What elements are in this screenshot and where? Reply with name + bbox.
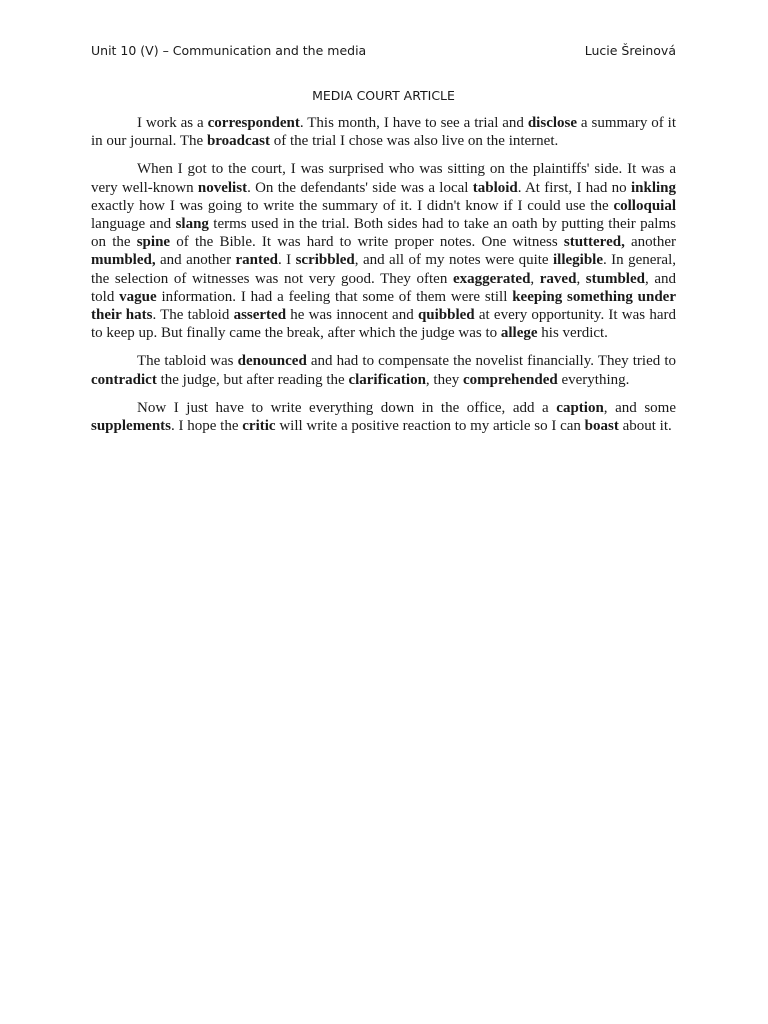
header-course-title: Unit 10 (V) – Communication and the media	[91, 43, 367, 58]
vocabulary-term: mumbled,	[91, 252, 156, 269]
paragraph-text: information. I had a feeling that some of them were still	[156, 288, 513, 305]
paragraph-text: . In general, the selection of witnesses was not very good. They often	[91, 252, 676, 287]
page-header	[91, 42, 676, 62]
article-paragraph	[91, 160, 676, 342]
paragraph-text: will write a positive reaction to my article so I can	[275, 418, 585, 435]
paragraph-text: exactly how I was going to write the summary of it. I didn't know if I could use the	[91, 197, 614, 214]
vocabulary-term: spine	[136, 234, 171, 251]
paragraph-text: and had to compensate the novelist financially. They tried to	[306, 353, 676, 370]
paragraph-text: ,	[530, 270, 540, 287]
paragraph-text: about it.	[618, 418, 672, 435]
vocabulary-term: critic	[242, 418, 276, 435]
header-author: Lucie Šreinová	[584, 43, 676, 58]
vocabulary-term: asserted	[233, 307, 287, 324]
paragraph-text: , and told	[91, 270, 676, 305]
vocabulary-term: illegible	[553, 252, 604, 269]
vocabulary-term: boast	[584, 418, 619, 435]
paragraph-text: everything.	[557, 371, 630, 388]
vocabulary-term: inkling	[630, 179, 676, 196]
paragraph-text: Now I just have to write everything down in the office, add a	[137, 399, 557, 416]
paragraph-text: . I hope the	[171, 418, 243, 435]
article-paragraph	[91, 399, 676, 435]
vocabulary-term: caption	[556, 399, 604, 416]
paragraph-text: he was innocent and	[286, 307, 418, 324]
vocabulary-term: novelist	[197, 179, 248, 196]
vocabulary-term: slang	[175, 216, 209, 233]
article-body	[91, 114, 676, 445]
paragraph-text: the judge, but after reading the	[156, 371, 349, 388]
vocabulary-term: stumbled	[585, 270, 645, 287]
vocabulary-term: contradict	[91, 371, 157, 388]
paragraph-text: his verdict.	[537, 325, 608, 342]
paragraph-text: , they	[425, 371, 463, 388]
vocabulary-term: supplements	[91, 418, 172, 435]
vocabulary-term: quibbled	[417, 307, 475, 324]
vocabulary-term: raved	[539, 270, 577, 287]
vocabulary-term: broadcast	[206, 133, 271, 150]
paragraph-text: . The tabloid	[152, 307, 234, 324]
paragraph-text: , and some	[603, 399, 677, 416]
paragraph-text: another	[624, 234, 677, 251]
paragraph-text: . On the defendants' side was a local	[247, 179, 473, 196]
paragraph-text: , and all of my notes were quite	[354, 252, 554, 269]
vocabulary-term: disclose	[527, 115, 578, 131]
vocabulary-term: denounced	[237, 353, 307, 370]
paragraph-text: I work as a	[137, 115, 208, 131]
paragraph-text: language and	[91, 216, 176, 233]
vocabulary-term: clarification	[348, 371, 426, 388]
vocabulary-term: correspondent	[207, 115, 300, 131]
paragraph-text: of the Bible. It was hard to write proper notes. One witness	[170, 234, 564, 251]
paragraph-text: When I got to the court, I was surprised who was sitting on the plaintiffs' side. It was a very well-known	[91, 161, 676, 196]
vocabulary-term: keeping something under their hats	[91, 288, 676, 324]
paragraph-text: . I	[278, 252, 296, 269]
vocabulary-term: ranted	[235, 252, 278, 269]
paragraph-text: at every opportunity. It was hard to keep up. But finally came the break, after which the judge was to	[91, 307, 676, 342]
paragraph-text: . This month, I have to see a trial and	[299, 115, 528, 131]
vocabulary-term: allege	[500, 325, 538, 342]
paragraph-text: of the trial I chose was also live on the internet.	[270, 133, 559, 150]
paragraph-text: The tabloid was	[137, 353, 238, 370]
vocabulary-term: vague	[119, 288, 157, 305]
paragraph-text: ,	[576, 270, 586, 287]
paragraph-text: terms used in the trial. Both sides had to take an oath by putting their palms on the	[91, 216, 676, 251]
vocabulary-term: exaggerated	[452, 270, 531, 287]
vocabulary-term: scribbled	[295, 252, 355, 269]
article-paragraph	[91, 352, 676, 388]
vocabulary-term: colloquial	[613, 197, 676, 214]
paragraph-text: . At first, I had no	[517, 179, 631, 196]
article-title: MEDIA COURT ARTICLE	[312, 88, 455, 103]
article-paragraph	[91, 114, 676, 150]
vocabulary-term: comprehended	[463, 371, 558, 388]
paragraph-text: a summary of it in our journal. The	[91, 115, 676, 150]
vocabulary-term: tabloid	[472, 179, 518, 196]
vocabulary-term: stuttered,	[563, 234, 625, 251]
paragraph-text: and another	[155, 252, 236, 269]
